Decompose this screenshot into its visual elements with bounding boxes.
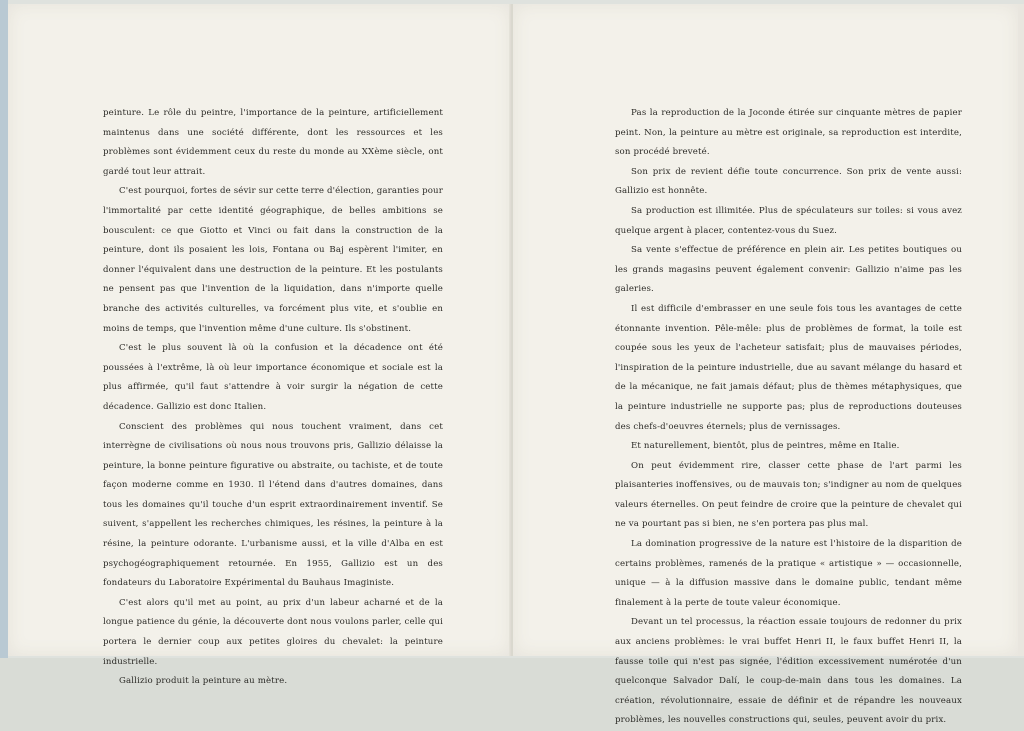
page-edge: [1018, 4, 1024, 656]
paragraph: C'est alors qu'il met au point, au prix d'un labeur acharné et de la longue patience du génie, la découverte dont nous voulons parler, celle qui portera le dernier coup aux petites gloires du chevalet: la peinture industrielle.: [103, 597, 443, 667]
paragraph: Il est difficile d'embrasser en une seule fois tous les avantages de cette étonnante invention. Pêle-mêle: plus de problèmes de format, la toile est coupée sous les yeux de l'acheteur satisfait; plus de mauvaises périodes, l'inspiration de la peinture industrielle, due au savant mélange du hasard et de la mécanique, ne fait jamais défaut; plus de thèmes métaphysiques, que la peinture industrielle ne supporte pas; plus de reproductions douteuses des chefs-d'oeuvres éternels; plus de vernissages.: [615, 303, 962, 432]
paragraph: C'est le plus souvent là où la confusion et la décadence ont été poussées à l'extrême, là où leur importance économique et sociale est la plus affirmée, qu'il faut s'attendre à voir surgir la négation de cette décadence. Gallizio est donc Italien.: [103, 343, 443, 412]
paragraph: Son prix de revient défie toute concurrence. Son prix de vente aussi: Gallizio est honnête.: [615, 166, 962, 197]
paragraph: C'est pourquoi, fortes de sévir sur cette terre d'élection, garanties pour l'immortalité par cette identité géographique, de belles ambitions se bousculent: ce que Giotto et Vinci ou fait dans la construction de la peinture, dont ils posaient les lois, Fontana ou Baj espèrent l'imiter, en donner l'équivalent dans une destruction de la peinture. Et les postulants ne pensent pas que l'invention de la liquidation, dans n'importe quelle branche des activités culturelles, va forcément plus vite, et s'oublie en moins de temps, que l'invention même d'une culture. Ils s'obstinent.: [103, 186, 443, 334]
paragraph: Devant un tel processus, la réaction essaie toujours de redonner du prix aux anciens problèmes: le vrai buffet Henri II, le faux buffet Henri II, la fausse toile qui n'est pas signée, l'édition excessivement numérotée d'un quelconque Salvador Dalí, le coup-de-main dans tous les domaines. La création, révolutionnaire, essaie de définir et de répandre les nouveaux problèmes, les nouvelles constructions qui, seules, peuvent avoir du prix.: [615, 617, 962, 726]
paragraph: peinture. Le rôle du peintre, l'importance de la peinture, artificiellement maintenus dans une société différente, dont les ressources et les problèmes sont évidemment ceux du reste du monde au XXème siècle, ont gardé tout leur attrait.: [103, 108, 443, 177]
right-page: [513, 4, 1018, 726]
left-page: [8, 4, 511, 687]
paragraph: On peut évidemment rire, classer cette phase de l'art parmi les plaisanteries inoffensives, ou de mauvais ton; s'indigner au nom de quelques valeurs éternelles. On peut feindre de croire que la peinture de chevalet qui ne va pourtant pas si bien, ne s'en portera pas plus mal.: [615, 460, 962, 530]
paragraph: Sa vente s'effectue de préférence en plein air. Les petites boutiques ou les grands magasins peuvent également convenir: Gallizio n'aime pas les galeries.: [615, 245, 962, 295]
paragraph: La domination progressive de la nature est l'histoire de la disparition de certains problèmes, ramenés de la pratique « artistique » — occasionnelle, unique — à la diffusion massive dans le domaine public, tendant même finalement à la perte de toute valeur économique.: [615, 539, 962, 608]
paragraph: Conscient des problèmes qui nous touchent vraiment, dans cet interrègne de civilisations où nous nous trouvons pris, Gallizio délaisse la peinture, la bonne peinture figurative ou abstraite, ou tachiste, et de toute façon moderne comme en 1930. Il l'étend dans d'autres domaines, dans tous les domaines qu'il touche d'un esprit extraordinairement inventif. Se suivent, s'appellent les recherches chimiques, les résines, la peinture à la résine, la peinture odorante. L'urbanisme aussi, et la ville d'Alba en est psychogéographiquement retournée. En 1955, Gallizio est un des fondateurs du Laboratoire Expérimental du Bauhaus Imaginiste.: [103, 421, 443, 589]
scan-edge: [0, 0, 8, 658]
right-page-text-column: [615, 104, 962, 731]
paragraph: Et naturellement, bientôt, plus de peintres, même en Italie.: [631, 441, 900, 452]
paragraph: Gallizio produit la peinture au mètre.: [119, 676, 288, 687]
left-page-text-column: [103, 104, 443, 692]
paragraph: Pas la reproduction de la Joconde étirée sur cinquante mètres de papier peint. Non, la peinture au mètre est originale, sa reproduction est interdite, son procédé breveté.: [615, 108, 962, 158]
paragraph: Sa production est illimitée. Plus de spéculateurs sur toiles: si vous avez quelque argent à placer, contentez-vous du Suez.: [615, 205, 962, 236]
